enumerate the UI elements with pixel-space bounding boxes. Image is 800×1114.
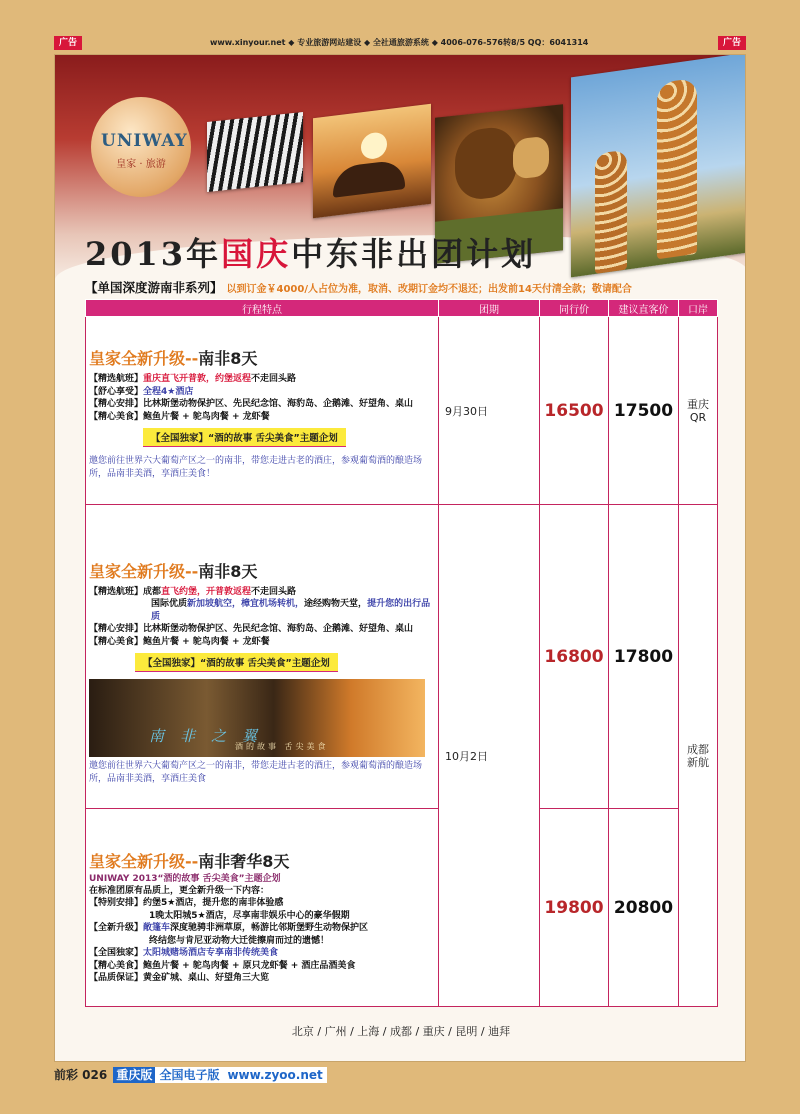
meals-line: 【精心美食】鲍鱼片餐 + 鸵鸟肉餐 + 原只龙虾餐 + 酒庄品酒美食	[89, 960, 356, 971]
giraffe-photo	[571, 54, 746, 277]
package-title-main: 皇家全新升级--	[89, 349, 199, 368]
page-footer	[54, 1066, 327, 1084]
package-title[interactable]	[89, 559, 436, 582]
package-title-tail: 南非奢华8天	[198, 851, 290, 871]
hotel-text: 全程4★酒店	[143, 386, 194, 397]
wine-banner-image	[89, 679, 425, 757]
row1-port	[679, 317, 718, 505]
sun-shape	[361, 131, 387, 160]
logo-subtitle: 皇家 · 旅游	[116, 159, 166, 170]
exclusive-label: 【全国独家】	[89, 948, 144, 958]
flight-text: 直飞约堡，开普敦返程	[161, 586, 252, 597]
logo-word: UNIWAY	[101, 131, 188, 151]
table-header-row	[86, 300, 718, 317]
itinerary-table	[85, 299, 718, 1007]
exclusive-badge: 【全国独家】“酒的故事 舌尖美食”主题企划	[135, 653, 338, 672]
series-name: 【单国深度游南非系列】	[85, 280, 223, 295]
quality-line: 【品质保证】黄金矿城、桌山、好望角三大览	[89, 973, 270, 983]
package-title[interactable]	[89, 346, 436, 369]
top-bar	[0, 36, 800, 52]
package-title-main: 皇家全新升级--	[89, 561, 199, 581]
title-highlight: 国庆	[221, 235, 292, 273]
package-description: 邀您前往世界六大葡萄产区之一的南非，带您走进古老的酒庄，参观葡萄酒的酿造场所，品南非美酒，享酒庄美食！	[89, 456, 423, 479]
flight-tail: 不走回头路	[251, 374, 297, 384]
shared-port	[679, 505, 718, 1007]
shared-port-text: 成都 新航	[687, 742, 709, 769]
upgrade-text: 深度驰骋非洲草原，畅游比邻斯堡野生动物保护区	[170, 923, 369, 933]
departure-cities: 北京 / 广州 / 上海 / 成都 / 重庆 / 昆明 / 迪拜	[291, 1025, 511, 1038]
title-suffix: 中东非出团计划	[291, 235, 537, 273]
title-prefix: 2013年	[85, 235, 222, 273]
sights-line: 【精心安排】比林斯堡动物保护区、先民纪念馆、海豹岛、企鹅滩、好望角、桌山	[89, 399, 414, 409]
camel-photo	[313, 104, 431, 218]
ad-tag-right: 广告	[718, 36, 746, 50]
sights-line: 【精心安排】比林斯堡动物保护区、先民纪念馆、海豹岛、企鹅滩、好望角、桌山	[89, 624, 414, 635]
table-row	[86, 809, 718, 1007]
national-edition: 全国电子版	[155, 1067, 223, 1083]
ad-tag-left: 广告	[54, 36, 82, 50]
cub-shape	[513, 136, 549, 180]
flight-line	[89, 373, 436, 386]
col-header-date: 团期	[439, 300, 540, 317]
col-header-port: 口岸	[679, 300, 718, 317]
col-header-peer-price: 同行价	[540, 300, 609, 317]
page-number: 前彩 026	[54, 1068, 108, 1082]
row3-retail-price: 20800	[609, 809, 679, 1007]
airline-e: 提升您的出行品质	[151, 599, 431, 622]
upgrade-label: 【全新升级】	[89, 923, 144, 933]
table-row	[86, 317, 718, 505]
upgrade-intro: 在标准团原有品质上，更全新升级一下内容：	[89, 885, 270, 896]
zebra-photo	[207, 112, 303, 192]
table-row	[86, 505, 718, 809]
package-title-main: 皇家全新升级--	[89, 851, 199, 871]
row1-peer-price: 16500	[540, 317, 609, 505]
exclusive-badge: 【全国独家】“酒的故事 舌尖美食”主题企划	[143, 428, 346, 447]
upgrade-line-2: 终结您与肯尼亚动物大迁徙擦肩而过的遗憾！	[149, 935, 330, 946]
package-title[interactable]	[89, 849, 436, 872]
upgrade-line	[89, 922, 436, 935]
footer-site-link[interactable]: www.zyoo.net	[223, 1067, 326, 1083]
col-header-features: 行程特点	[86, 300, 439, 317]
page-title	[85, 229, 536, 275]
booking-note: 以到订金￥4000/人占位为准，取消、改期订金均不退还；出发前14天付清全款；敬请配合	[226, 284, 632, 295]
upgrade-vehicle: 敞篷车	[143, 923, 171, 933]
airline-c: 樟宜机场转机，	[241, 599, 305, 610]
flight-label: 【精选航班】成都	[89, 586, 162, 597]
edition-badge: 重庆版	[113, 1067, 155, 1083]
package-title-tail: 南非8天	[198, 561, 258, 581]
package-description: 邀您前往世界六大葡萄产区之一的南非，带您走进古老的酒庄，参观葡萄酒的酿造场所，品南非美酒，享酒庄美食	[89, 761, 423, 785]
top-contact-info[interactable]: www.xinyour.net ◆ 专业旅游网站建设 ◆ 全社通旅游系统 ◆ 4006-076-576转8/5 QQ：6041314	[210, 38, 589, 47]
exclusive-text: 太阳城赌场酒店专享南非传统美食	[143, 948, 279, 958]
wine-banner-subcaption: 酒的故事 舌尖美食	[235, 742, 329, 752]
flight-label: 【精选航班】	[89, 374, 144, 384]
giraffe-small-shape	[595, 149, 627, 273]
series-line	[85, 277, 632, 296]
special-line: 【特别安排】约堡5★酒店，提升您的南非体验感	[89, 898, 284, 908]
flight-line	[89, 586, 436, 599]
theme-note: UNIWAY 2013“酒的故事 舌尖美食”主题企划	[89, 873, 281, 884]
flight-text: 重庆直飞开普敦，约堡返程	[143, 374, 252, 384]
row1-retail-price: 17500	[609, 317, 679, 505]
shared-date: 10月2日	[439, 505, 540, 1007]
airline-b: 新加坡航空，	[187, 599, 242, 610]
col-header-retail-price: 建议直客价	[609, 300, 679, 317]
airline-d: 途经购物天堂，	[304, 599, 368, 610]
airline-a: 国际优质	[151, 599, 188, 610]
package-title-tail: 南非8天	[198, 349, 258, 368]
meals-line: 【精心美食】鲍鱼片餐 + 鸵鸟肉餐 + 龙虾餐	[89, 411, 270, 422]
camel-shape	[333, 159, 405, 198]
meals-line: 【精心美食】鲍鱼片餐 + 鸵鸟肉餐 + 龙虾餐	[89, 636, 270, 647]
row2-features	[86, 505, 439, 809]
row1-date: 9月30日	[439, 317, 540, 505]
hotel-line	[89, 386, 436, 399]
flight-tail: 不走回头路	[251, 586, 297, 597]
lion-shape	[455, 125, 517, 202]
airline-line	[89, 598, 436, 623]
hotel-label: 【舒心享受】	[89, 386, 144, 397]
special-line-2: 1晚太阳城5★酒店，尽享南非娱乐中心的豪华假期	[149, 910, 350, 921]
row3-features	[86, 809, 439, 1007]
exclusive-line	[89, 947, 436, 960]
row3-peer-price: 19800	[540, 809, 609, 1007]
giraffe-large-shape	[657, 78, 697, 260]
ad-page	[54, 54, 746, 1062]
uniway-logo[interactable]	[91, 97, 191, 197]
wine-banner-caption: 南非之翼	[149, 727, 274, 746]
row2-retail-price: 17800	[609, 505, 679, 809]
row2-peer-price: 16800	[540, 505, 609, 809]
row1-port-text: 重庆 QR	[687, 397, 709, 424]
row1-features	[86, 317, 439, 505]
